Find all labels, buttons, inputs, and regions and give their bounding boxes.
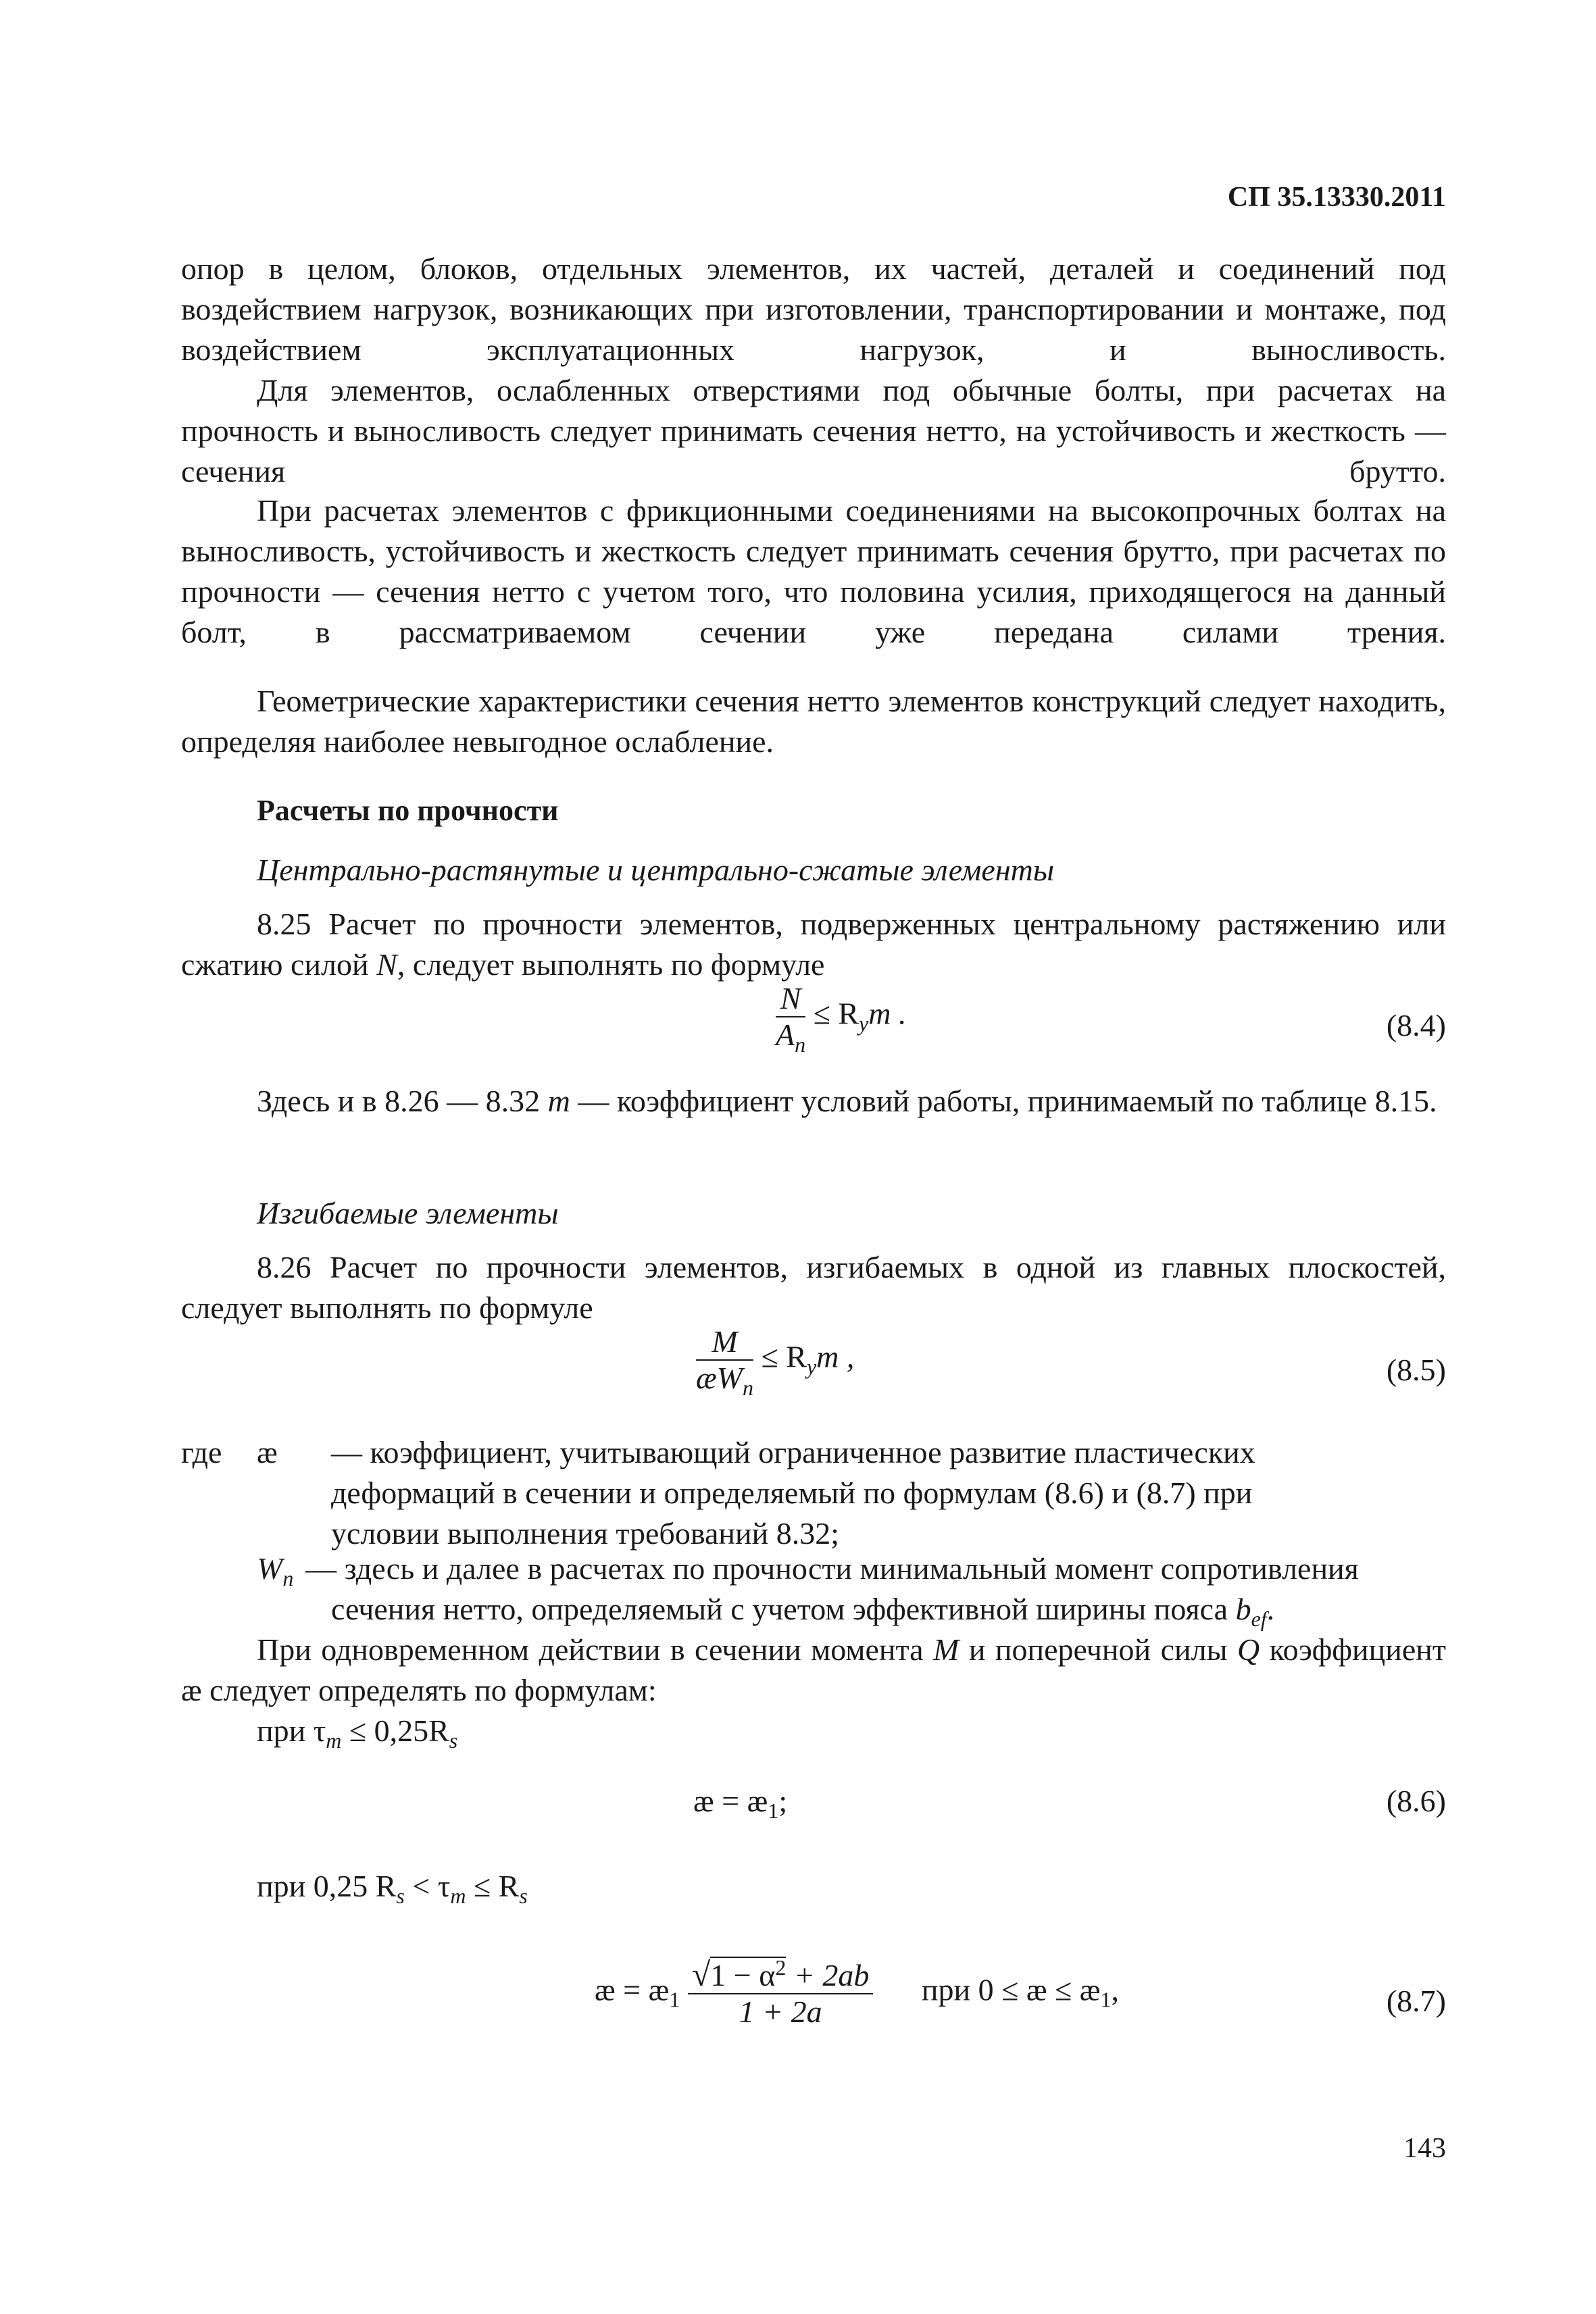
subheading-bending: Изгибаемые элементы [257, 1196, 559, 1230]
radical-sign: √ [691, 1955, 711, 1993]
equation-number-8-4: (8.4) [1386, 1008, 1446, 1042]
paragraph-8-26: 8.26 Расчет по прочности элементов, изгибаемых в одной из главных плоскостей, следует выполнять по формуле [181, 1250, 1446, 1325]
section-heading: Расчеты по прочности [257, 794, 559, 827]
def-ae-line-2: деформаций в сечении и определяемый по формулам (8.6) и (8.7) при [331, 1476, 1253, 1510]
equation-number-8-7: (8.7) [1386, 1984, 1446, 2018]
formula-8-4: $\frac{N}{A_n}$ ≤ $R_ym$ . [776, 981, 907, 1057]
paragraph-3: При расчетах элементов с фрикционными соединениями на высокопрочных болтах на выносливость, устойчивость и жесткость следует принимать сечения брутто, при расчетах по прочности — сечения нетто с учетом того, что половина усилия, приходящегося на данный болт, в рассматриваемом сечении уже передана силами трения. [181, 493, 1446, 649]
paragraph-4: Геометрические характеристики сечения нетто элементов конструкций следует находить, определяя наиболее невыгодное ослабление. [181, 684, 1446, 759]
paragraph-simultaneous: При одновременном действии в сечении момента M и поперечной силы Q коэффициент æ следует определять по формулам: [181, 1632, 1446, 1707]
def-wn-line-1: — здесь и далее в расчетах по прочности минимальный момент сопротивления [305, 1551, 1359, 1586]
page-number: 143 [1403, 2133, 1446, 2164]
paragraph-1: опор в целом, блоков, отдельных элементов, их частей, деталей и соединений под воздействием нагрузок, возникающих при изготовлении, транспортировании и монтаже, под воздействием эксплуатационных нагрузок, и выносливость. [181, 251, 1446, 367]
equation-number-8-5: (8.5) [1386, 1353, 1446, 1387]
subheading-central: Центрально-растянутые и центрально-сжатые элементы [257, 853, 1055, 887]
def-wn-line-2: сечения нетто, определяемый с учетом эффективной ширины пояса $b_{ef}$. [331, 1592, 1275, 1631]
formula-8-6: æ = $æ_1$; [693, 1784, 788, 1823]
def-wn-symbol: $W_n$ [257, 1551, 294, 1590]
formula-8-7: æ = $æ_1$ $\frac{√1 - \alpha^2 + 2ab}{1 + 2a}$ при 0 ≤ æ ≤ $æ_1$, [595, 1955, 1119, 2029]
def-ae-line-3: условии выполнения требований 8.32; [331, 1516, 839, 1551]
def-ae-symbol: æ [257, 1435, 278, 1469]
equation-number-8-6: (8.6) [1386, 1784, 1446, 1818]
paragraph-here: Здесь и в 8.26 — 8.32 m — коэффициент условий работы, принимаемый по таблице 8.15. [257, 1084, 1437, 1118]
document-code: СП 35.13330.2011 [1227, 182, 1446, 213]
condition-1: при $\tau_m \le 0,25R_s$ [257, 1713, 458, 1753]
formula-8-5: $\frac{M}{æW_n}$ ≤ $R_ym$ , [696, 1324, 855, 1400]
def-ae-line-1: — коэффициент, учитывающий ограниченное развитие пластических [331, 1435, 1255, 1469]
paragraph-2: Для элементов, ослабленных отверстиями под обычные болты, при расчетах на прочность и выносливость следует принимать сечения нетто, на устойчивость и жесткость — сечения брутто. [181, 373, 1446, 488]
paragraph-8-25: 8.25 Расчет по прочности элементов, подверженных центральному растяжению или сжатию силой N, следует выполнять по формуле [181, 907, 1446, 982]
condition-2: при 0,25 $R_s < \tau_m \le R_s$ [257, 1869, 528, 1908]
where-label: где [181, 1435, 222, 1469]
